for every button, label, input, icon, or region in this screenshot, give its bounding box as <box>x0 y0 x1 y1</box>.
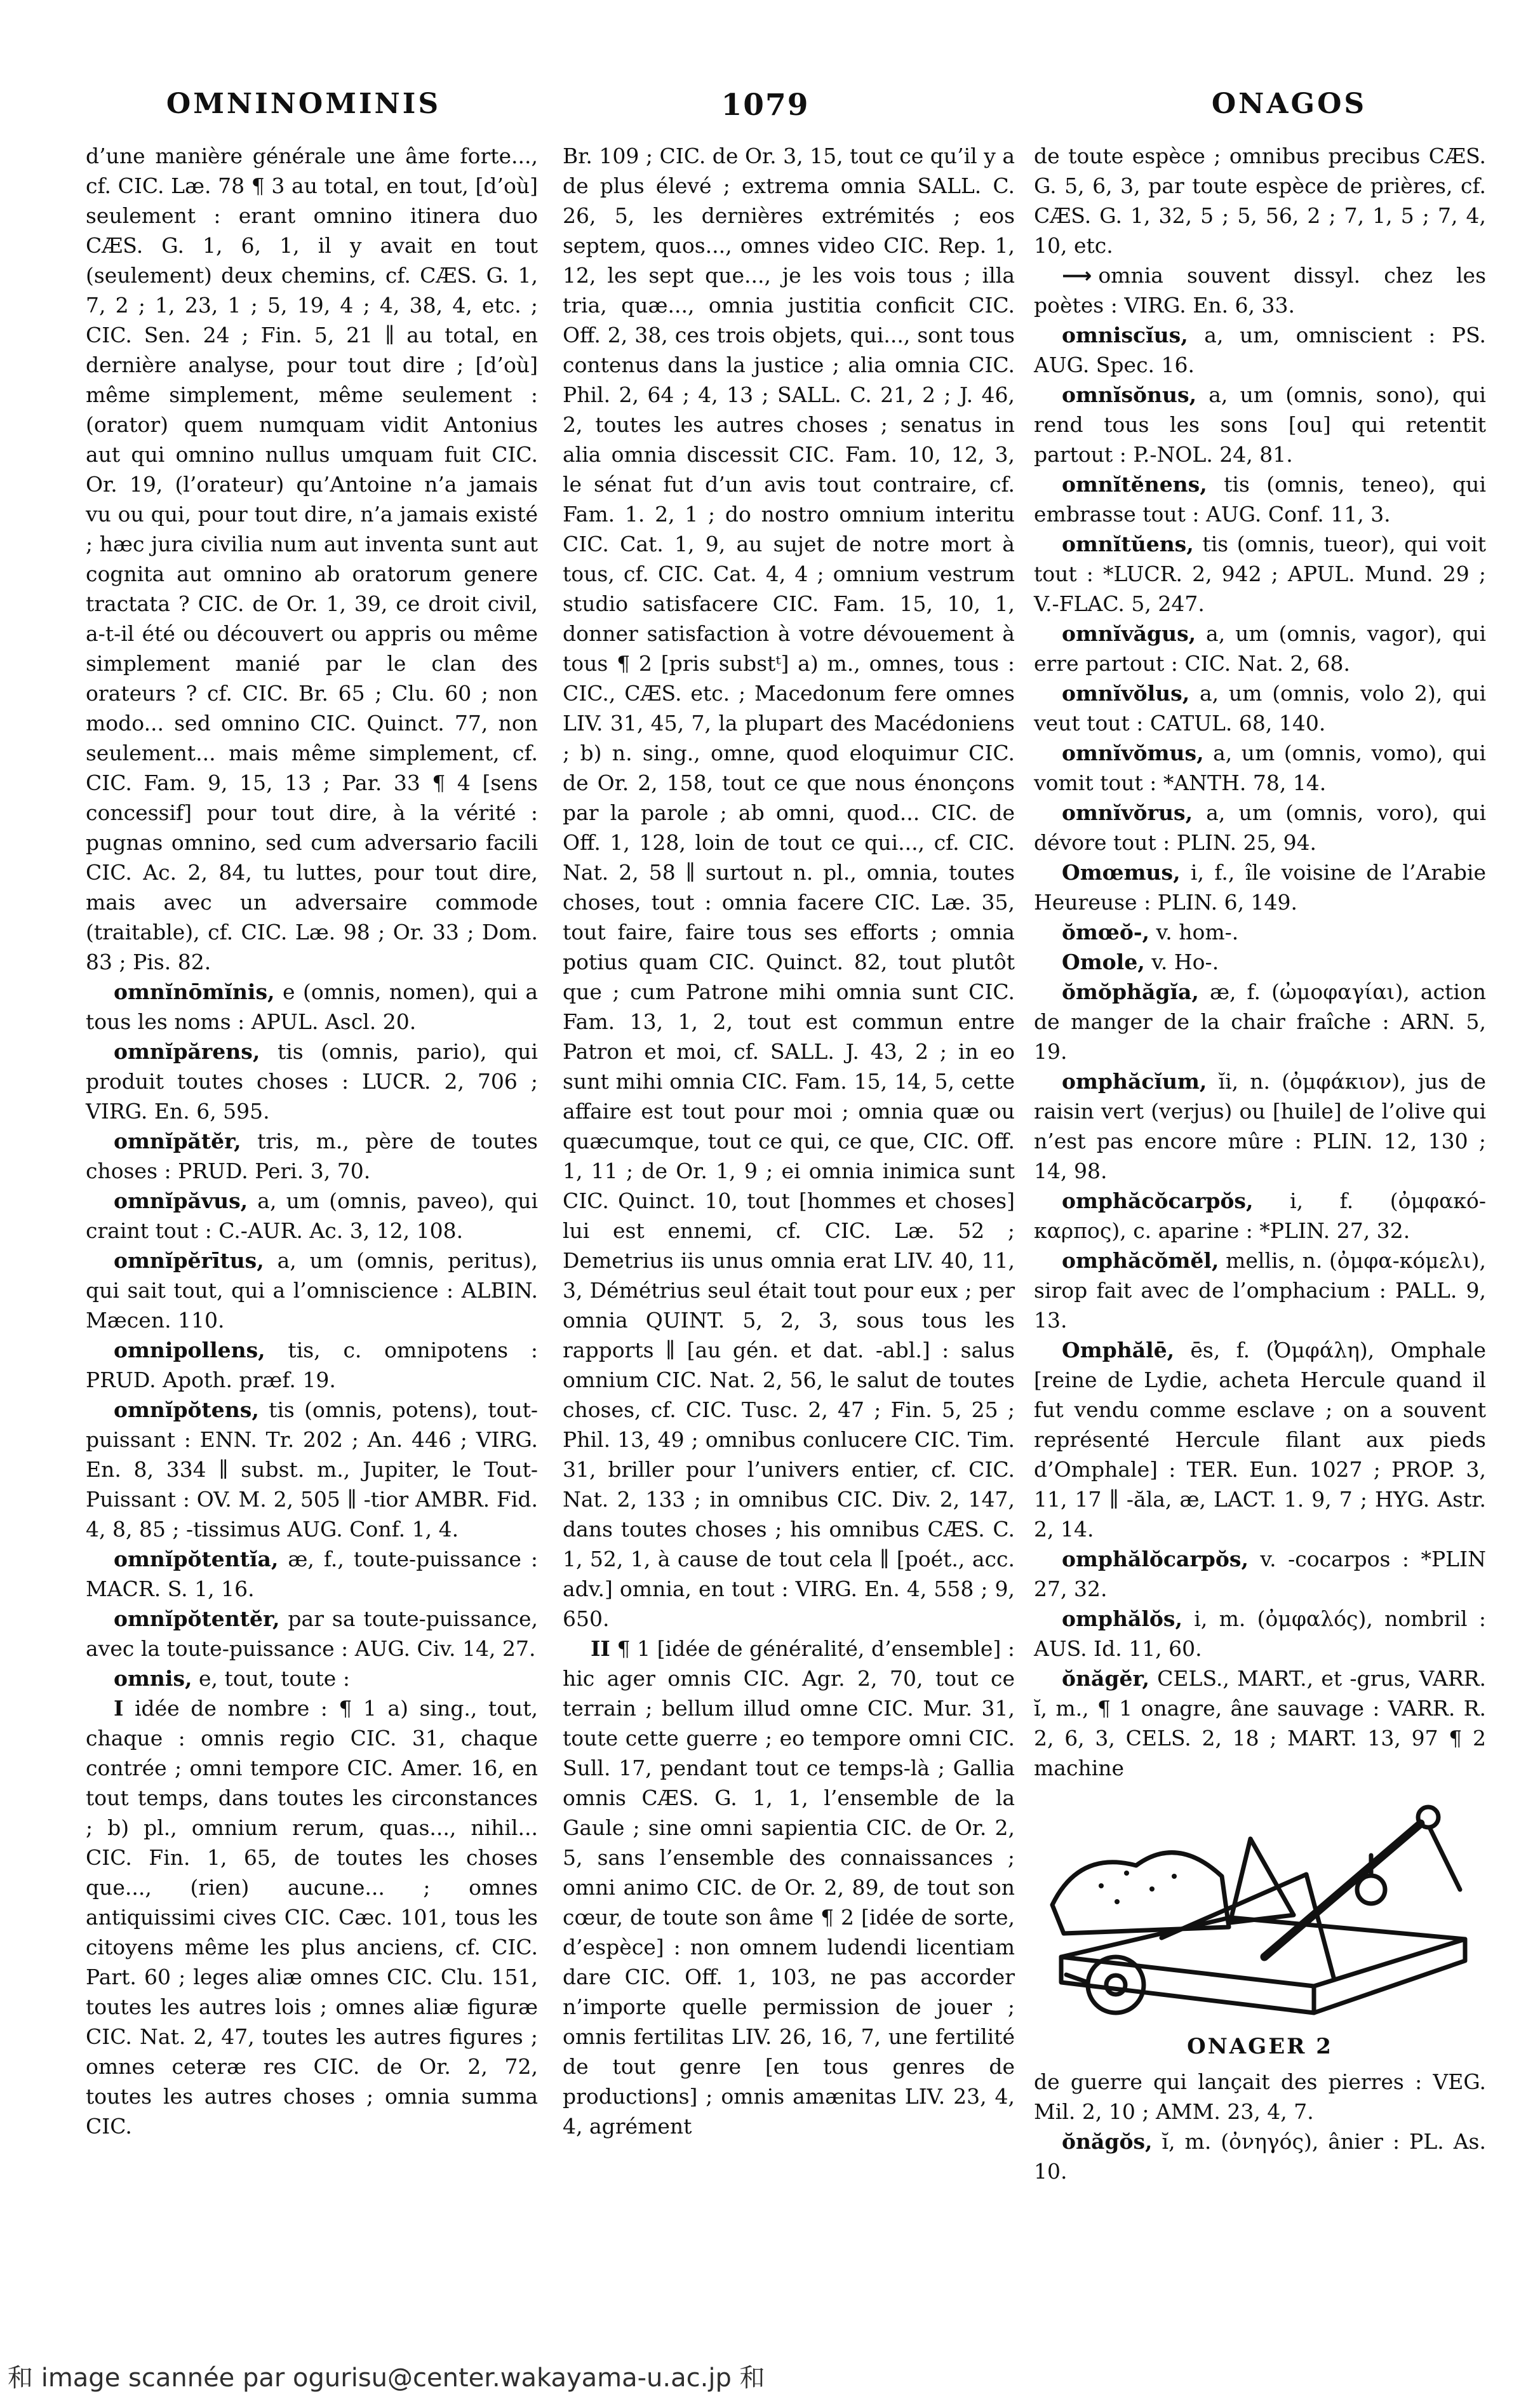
entry-omnis: omnis, e, tout, toute : <box>114 1666 350 1691</box>
section-omnis-I: I idée de nombre : ¶ 1 a) sing., tout, chaque : omnis regio CIC. 31, chaque contrée ; omni tempore CIC. Amer. 16, en tout temps, dans toutes les circonstances ; b) pl., omnium rerum, quas..., nihil... CIC. Fin. 1, 65, de toutes les choses que..., (rien) aucune... ; omnes antiquissimi cives CIC. Cæc. 101, tous les citoyens même les plus anciens, cf. CIC. Part. 60 ; leges aliæ omnes CIC. Clu. 151, toutes les autres lois ; omnes aliæ figuræ CIC. Nat. 2, 47, toutes les autres figures ; omnes ceteræ res CIC. de Or. 2, 72, toutes les autres choses ; omnia summa CIC. <box>86 1696 538 2139</box>
entry-omnipollens: omnipollens, tis, c. omnipotens : PRUD. Apoth. præf. 19. <box>86 1338 538 1392</box>
column-3 <box>1034 141 1486 2186</box>
paragraph-omnis-end: de toute espèce ; omnibus precibus CÆS. G. 5, 6, 3, par toute espèce de prières, cf. CÆS. G. 1, 32, 5 ; 5, 56, 2 ; 7, 1, 5 ; 7, 4, 10, etc. <box>1034 144 1486 258</box>
headword: omnĭpărens, <box>114 1039 260 1064</box>
page-number: 1079 <box>721 88 810 123</box>
entry-omniperitus: omnĭpĕrītus, a, um (omnis, peritus), qui sait tout, qui a l’omniscience : ALBIN. Mæcen. 110. <box>86 1248 538 1333</box>
entry-omnipavus: omnĭpăvus, a, um (omnis, paveo), qui craint tout : C.-AUR. Ac. 3, 12, 108. <box>86 1188 538 1243</box>
headword: omnĭsŏnus, <box>1062 382 1197 407</box>
headword: omnĭnōmĭnis, <box>114 979 275 1004</box>
column-2 <box>563 141 1015 2141</box>
headword: Omœmus, <box>1062 860 1181 885</box>
entry-omphacomel: omphăcŏmĕl, mellis, n. (ὀμφα-κόμελι), sirop fait avec de l’omphacium : PALL. 9, 13. <box>1034 1248 1486 1333</box>
headword: omniscĭus, <box>1062 323 1188 347</box>
headword: omnĭpătĕr, <box>114 1129 241 1153</box>
headword: omnĭtŭens, <box>1062 532 1194 556</box>
section-numeral: I <box>114 1696 124 1721</box>
headword: omnĭpăvus, <box>114 1188 248 1213</box>
entry-omnivorus: omnĭvŏrus, a, um (omnis, voro), qui dévore tout : PLIN. 25, 94. <box>1034 800 1486 855</box>
entry-omnituens: omnĭtŭens, tis (omnis, tueor), qui voit tout : *LUCR. 2, 942 ; APUL. Mund. 29 ; V.-FLAC. 5, 247. <box>1034 532 1486 616</box>
figure-caption: ONAGER 2 <box>1187 2034 1333 2059</box>
headword: omnis, <box>114 1666 192 1691</box>
entry-omnipater: omnĭpătĕr, tris, m., père de toutes choses : PRUD. Peri. 3, 70. <box>86 1129 538 1183</box>
section-omnis-II: II ¶ 1 [idée de généralité, d’ensemble] : hic ager omnis CIC. Agr. 2, 70, tout ce terrain ; bellum illud omne CIC. Mur. 31, toute cette guerre ; eo tempore omni CIC. Sull. 17, pendant tout ce temps-là ; Gallia omnis CÆS. G. 1, 1, l’ensemble de la Gaule ; sine omni sapientia CIC. de Or. 2, 5, sans l’ensemble des connaissances ; omni animo CIC. de Or. 2, 89, de tout son cœur, de toute son âme ¶ 2 [idée de sorte, d’espèce] : non omnem ludendi licentiam dare CIC. Off. 1, 103, ne pas accorder n’importe quelle permission de jouer ; omnis fertilitas LIV. 26, 16, 7, une fertilité de tout genre [en tous genres de productions] ; omnis amænitas LIV. 23, 4, 4, agrément <box>563 1636 1015 2139</box>
remark-arrow-icon: ⟶ <box>1062 263 1091 288</box>
headword: omnĭvŏmus, <box>1062 741 1204 765</box>
entry-omnisonus: omnĭsŏnus, a, um (omnis, sono), qui rend tous les sons [ou] qui retentit partout : P.-NOL. 24, 81. <box>1034 382 1486 467</box>
onager-illustration <box>1041 1797 1479 2026</box>
headword: omnĭpŏtentĕr, <box>114 1606 280 1631</box>
headword: Omphălē, <box>1062 1338 1175 1362</box>
running-head-left: OMNINOMINIS <box>166 88 441 120</box>
paragraph-onager-continuation: de guerre qui lançait des pierres : VEG. Mil. 2, 10 ; AMM. 23, 4, 7. <box>1034 2069 1486 2124</box>
entry-omphalos: omphălŏs, i, m. (ὀμφαλός), nombril : AUS. Id. 11, 60. <box>1034 1606 1486 1661</box>
scan-credit-line: 和 image scannée par ogurisu@center.wakayama-u.ac.jp 和 <box>8 2363 765 2393</box>
headword: omphăcĭum, <box>1062 1069 1207 1094</box>
entry-omoeo: ŏmœŏ-, v. hom-. <box>1062 920 1239 944</box>
headword: ŏnăgĕr, <box>1062 1666 1149 1691</box>
entry-onagos: ŏnăgŏs, ĭ, m. (ὀνηγός), ânier : PL. As. 10. <box>1034 2129 1486 2184</box>
entry-omnivomus: omnĭvŏmus, a, um (omnis, vomo), qui vomit tout : *ANTH. 78, 14. <box>1034 741 1486 795</box>
headword: omnĭpĕrītus, <box>114 1248 264 1273</box>
headword: omnĭvŏrus, <box>1062 800 1193 825</box>
paragraph-omnis-continuation: Br. 109 ; CIC. de Or. 3, 15, tout ce qu’il y a de plus élevé ; extrema omnia SALL. C. 26, 5, les dernières extrémités ; eos septem, quos..., omnes video CIC. Rep. 1, 12, les sept que..., je les vois tous ; illa tria, quæ..., omnia justitia conficit CIC. Off. 2, 38, ces trois objets, qui..., sont tous contenus dans la justice ; alia omnia CIC. Phil. 2, 64 ; 4, 13 ; SALL. C. 21, 2 ; J. 46, 2, toutes les autres choses ; senatus in alia omnia discessit CIC. Fam. 10, 12, 3, le sénat fut d’un avis tout contraire, cf. Fam. 1. 2, 1 ; do nostro omnium interitu CIC. Cat. 1, 9, au sujet de notre mort à tous, cf. CIC. Cat. 4, 4 ; omnium vestrum studio satisfacere CIC. Fam. 15, 10, 1, donner satisfaction à votre dévouement à tous ¶ 2 [pris substᵗ] a) m., omnes, tous : CIC., CÆS. etc. ; Macedonum fere omnes LIV. 31, 45, 7, la plupart des Macédoniens ; b) n. sing., omne, quod eloquimur CIC. de Or. 2, 158, tout ce que nous énonçons par la parole ; ab omni, quod... CIC. de Off. 1, 128, loin de tout ce qui..., cf. CIC. Nat. 2, 58 ∥ surtout n. pl., omnia, toutes choses, tout : omnia facere CIC. Læ. 35, tout faire, faire tous ses efforts ; omnia potius quam CIC. Quinct. 82, tout plutôt que ; cum Patrone mihi omnia sunt CIC. Fam. 13, 1, 2, tout est commun entre Patron et moi, cf. SALL. J. 43, 2 ; in eo sunt mihi omnia CIC. Fam. 15, 14, 5, cette affaire est tout pour moi ; omnia quæ ou quæcumque, tout ce qui, ce que, CIC. Off. 1, 11 ; de Or. 1, 9 ; ei omnia inimica sunt CIC. Quinct. 10, tout [hommes et choses] lui est ennemi, cf. CIC. Læ. 52 ; Demetrius iis unus omnia erat LIV. 40, 11, 3, Démétrius seul était tout pour eux ; per omnia QUINT. 5, 2, 3, sous tous les rapports ∥ [au gén. et dat. -abl.] : salus omnium CIC. Nat. 2, 56, le salut de toutes choses, cf. CIC. Tusc. 2, 47 ; Fin. 5, 25 ; Phil. 13, 49 ; omnibus conlucere CIC. Tim. 31, briller pour l’univers entier, cf. CIC. Nat. 2, 133 ; in omnibus CIC. Div. 2, 147, dans toutes choses ; his omnibus CÆS. C. 1, 52, 1, à cause de tout cela ∥ [poét., acc. adv.] omnia, en tout : VIRG. En. 4, 558 ; 9, 650. <box>563 144 1015 1631</box>
entry-omophagia: ŏmŏphăgĭa, æ, f. (ὠμοφαγίαι), action de manger de la chair fraîche : ARN. 5, 19. <box>1034 979 1486 1064</box>
entry-omphacocarpos: omphăcŏcarpŏs, i, f. (ὀμφακό-καρπος), c. aparine : *PLIN. 27, 32. <box>1034 1188 1486 1243</box>
headword: omnĭtĕnens, <box>1062 472 1207 497</box>
entry-omnivagus: omnĭvăgus, a, um (omnis, vagor), qui erre partout : CIC. Nat. 2, 68. <box>1034 621 1486 676</box>
entry-omnipotentia: omnĭpŏtentĭa, æ, f., toute-puissance : MACR. S. 1, 16. <box>86 1547 538 1601</box>
section-numeral: II <box>591 1636 610 1661</box>
headword: omphălŏs, <box>1062 1606 1182 1631</box>
entry-omnivolus: omnĭvŏlus, a, um (omnis, volo 2), qui veut tout : CATUL. 68, 140. <box>1034 681 1486 736</box>
onager-figure <box>1034 1797 1486 2062</box>
remark-omnia-dissyllabic: ⟶ omnia souvent dissyl. chez les poètes : VIRG. En. 6, 33. <box>1034 263 1486 318</box>
headword: omnĭvăgus, <box>1062 621 1196 646</box>
headword: omnĭpŏtens, <box>114 1397 259 1422</box>
entry-omphalocarpos: omphălŏcarpŏs, v. -cocarpos : *PLIN 27, 32. <box>1034 1547 1486 1601</box>
entry-omnitenens: omnĭtĕnens, tis (omnis, teneo), qui embrasse tout : AUG. Conf. 11, 3. <box>1034 472 1486 527</box>
entry-onager: ŏnăgĕr, CELS., MART., et -grus, VARR. ĭ, m., ¶ 1 onagre, âne sauvage : VARR. R. 2, 6, 3, CELS. 2, 18 ; MART. 13, 97 ¶ 2 machine <box>1034 1666 1486 1780</box>
headword: ŏmœŏ-, <box>1062 920 1150 944</box>
headword: omnĭvŏlus, <box>1062 681 1190 706</box>
headword: omphălŏcarpŏs, <box>1062 1547 1249 1571</box>
entry-omnipotenter: omnĭpŏtentĕr, par sa toute-puissance, avec la toute-puissance : AUG. Civ. 14, 27. <box>86 1606 538 1661</box>
headword: ŏnăgŏs, <box>1062 2129 1153 2154</box>
headword: Omole, <box>1062 950 1145 974</box>
entry-omnipotens: omnĭpŏtens, tis (omnis, potens), tout-puissant : ENN. Tr. 202 ; An. 446 ; VIRG. En. 8, 334 ∥ subst. m., Jupiter, le Tout-Puissant : OV. M. 2, 505 ∥ -tior AMBR. Fid. 4, 8, 85 ; -tissimus AUG. Conf. 1, 4. <box>86 1397 538 1542</box>
headword: omphăcŏcarpŏs, <box>1062 1188 1254 1213</box>
column-1 <box>86 141 538 2141</box>
paragraph-omnino-continuation: d’une manière générale une âme forte..., cf. CIC. Læ. 78 ¶ 3 au total, en tout, [d’où] seulement : erant omnino itinera duo CÆS. G. 1, 6, 1, il y avait en tout (seulement) deux chemins, cf. CÆS. G. 1, 7, 2 ; 1, 23, 1 ; 5, 19, 4 ; 4, 38, 4, etc. ; CIC. Sen. 24 ; Fin. 5, 21 ∥ au total, en dernière analyse, pour tout dire ; [d’où] même simplement, même seulement : (orator) quem numquam vidit Antonius aut qui omnino nullus umquam fuit CIC. Or. 19, (l’orateur) qu’Antoine n’a jamais vu ou qui, pour tout dire, n’a jamais existé ; hæc jura civilia num aut inventa sunt aut cognita aut omnino ab oratorum genere tractata ? CIC. de Or. 1, 39, ce droit civil, a-t-il été ou découvert ou appris ou même simplement manié par le clan des orateurs ? cf. CIC. Br. 65 ; Clu. 60 ; non modo... sed omnino CIC. Quinct. 77, non seulement... mais même simplement, cf. CIC. Fam. 9, 15, 13 ; Par. 33 ¶ 4 [sens concessif] pour tout dire, à la vérité : pugnas omnino, sed cum adversario facili CIC. Ac. 2, 84, tu luttes, pour tout dire, mais avec un adversaire commode (traitable), cf. CIC. Læ. 98 ; Or. 33 ; Dom. 83 ; Pis. 82. <box>86 144 538 974</box>
entry-omphale: Omphălē, ēs, f. (Ὀμφάλη), Omphale [reine de Lydie, acheta Hercule quand il fut vendu comme esclave ; on a souvent représenté Hercule filant aux pieds d’Omphale] : TER. Eun. 1027 ; PROP. 3, 11, 17 ∥ -ăla, æ, LACT. 1. 9, 7 ; HYG. Astr. 2, 14. <box>1034 1338 1486 1542</box>
headword: omnĭpŏtentĭa, <box>114 1547 279 1571</box>
headword: omphăcŏmĕl, <box>1062 1248 1219 1273</box>
entry-omniparens: omnĭpărens, tis (omnis, pario), qui produit toutes choses : LUCR. 2, 706 ; VIRG. En. 6, 595. <box>86 1039 538 1124</box>
entry-omniscius: omniscĭus, a, um, omniscient : PS. AUG. Spec. 16. <box>1034 323 1486 377</box>
headword: ŏmŏphăgĭa, <box>1062 979 1199 1004</box>
running-head-right: ONAGOS <box>1211 88 1367 120</box>
entry-omole: Omole, v. Ho-. <box>1062 950 1219 974</box>
headword: omnipollens, <box>114 1338 265 1362</box>
entry-omphacium: omphăcĭum, ĭi, n. (ὀμφάκιον), jus de raisin vert (verjus) ou [huile] de l’olive qui n’est pas encore mûre : PLIN. 12, 130 ; 14, 98. <box>1034 1069 1486 1183</box>
entry-omoemus: Omœmus, i, f., île voisine de l’Arabie Heureuse : PLIN. 6, 149. <box>1034 860 1486 915</box>
entry-omninominis: omnĭnōmĭnis, e (omnis, nomen), qui a tous les noms : APUL. Ascl. 20. <box>86 979 538 1034</box>
